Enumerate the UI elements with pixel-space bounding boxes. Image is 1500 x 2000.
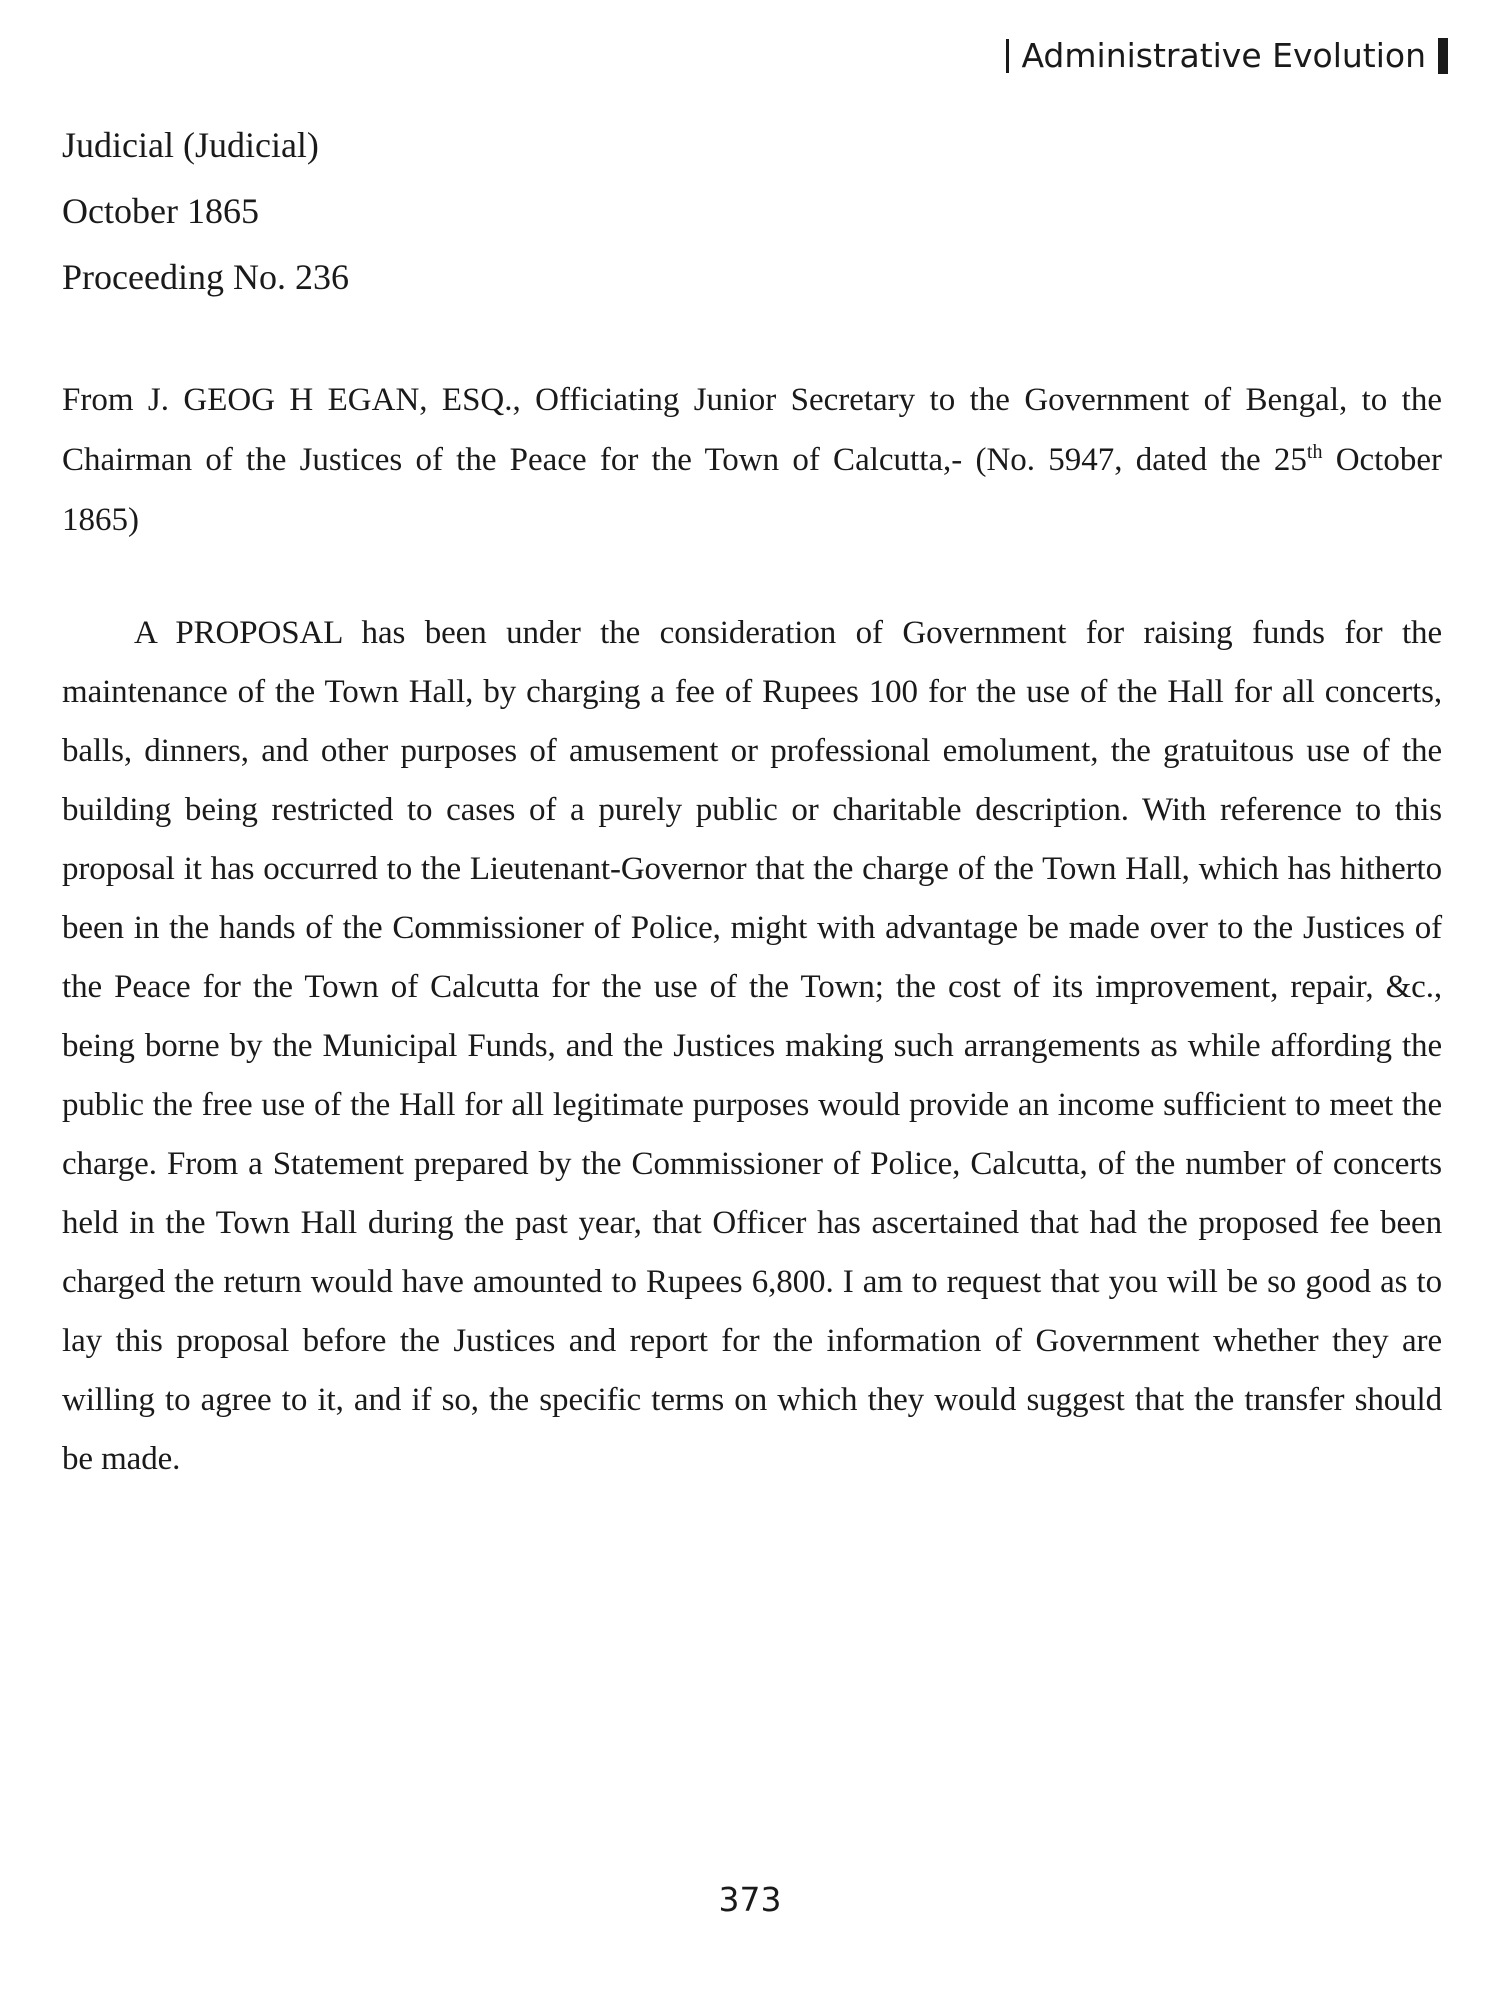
header-divider-thick [1438, 38, 1448, 74]
from-address [62, 370, 1442, 550]
from-line-date-end: October 1865) [62, 442, 1442, 538]
letter-body-paragraph: A PROPOSAL has been under the consideration of Government for raising funds for the maintenance of the Town Hall, by charging a fee of Rupees 100 for the use of the Hall for all concerts, balls, dinners, and other purposes of amusement or professional emolument, the gratuitous use of the building being restricted to cases of a purely public or charitable description. With reference to this proposal it has occurred to the Lieutenant-Governor that the charge of the Town Hall, which has hitherto been in the hands of the Commissioner of Police, might with advantage be made over to the Justices of the Peace for the Town of Calcutta for the use of the Town; the cost of its improvement, repair, &c., being borne by the Municipal Funds, and the Justices making such arrangements as while affording the public the free use of the Hall for all legitimate purposes would provide an income sufficient to meet the charge. From a Statement prepared by the Commissioner of Police, Calcutta, of the number of concerts held in the Town Hall during the past year, that Officer has ascertained that had the proposed fee been charged the return would have amounted to Rupees 6,800. I am to request that you will be so good as to lay this proposal before the Justices and report for the information of Government whether they are willing to agree to it, and if so, the specific terms on which they would suggest that the transfer should be made. [62, 615, 1442, 1477]
page-number: 373 [718, 1880, 782, 1919]
department-line: Judicial (Judicial) [62, 125, 319, 165]
proceeding-line: Proceeding No. 236 [62, 257, 349, 297]
date-line: October 1865 [62, 191, 259, 231]
header-divider-thin [1006, 39, 1009, 73]
document-meta [62, 112, 349, 310]
date-ordinal-suffix: th [1306, 441, 1323, 463]
running-header [1006, 36, 1448, 75]
running-title: Administrative Evolution [1021, 36, 1426, 75]
from-line-text: From J. GEOG H EGAN, ESQ., Officiating Junior Secretary to the Government of Bengal, to the Chairman of the Justices of the Peace for the Town of Calcutta,- (No. 5947, dated the 25 [62, 382, 1442, 478]
